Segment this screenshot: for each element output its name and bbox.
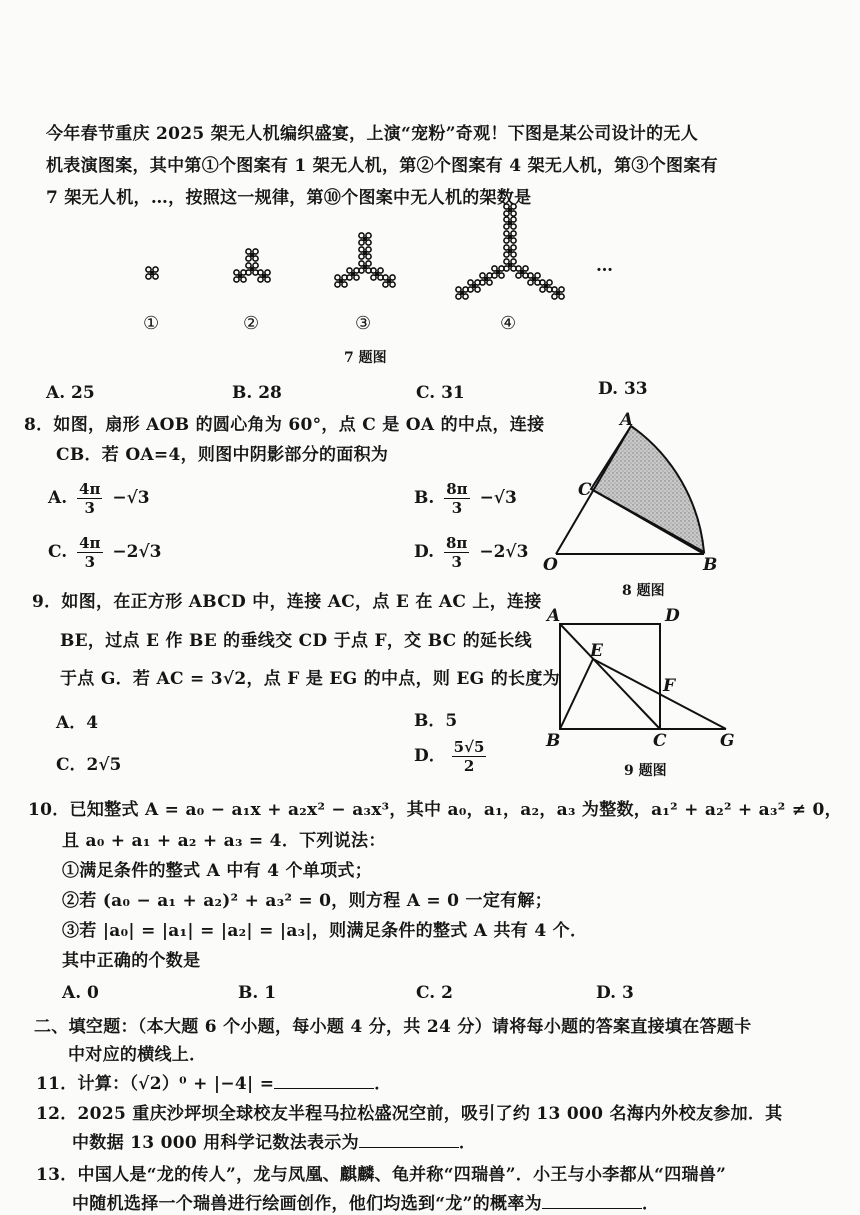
q11-line: 11．计算：（√2）⁰ + |−4| = ．: [36, 1074, 392, 1094]
q10-line2: 且 a₀ + a₁ + a₂ + a₃ = 4．下列说法：: [62, 831, 386, 851]
q10-line1: 10．已知整式 A = a₀ − a₁x + a₂x² − a₃x³，其中 a₀，a₁，a₂，a₃ 为整数，a₁² + a₂² + a₃² ≠ 0，: [28, 800, 842, 820]
section2-heading-line1: 二、填空题：（本大题 6 个小题，每小题 4 分，共 24 分）请将每小题的答案直接填在答题卡: [34, 1017, 752, 1037]
q9-label-g: G: [720, 731, 735, 751]
q8-label-o: O: [543, 555, 558, 575]
q9-label-e: E: [590, 641, 603, 661]
q7-line2: 机表演图案，其中第①个图案有 1 架无人机，第②个图案有 4 架无人机，第③个图案有: [46, 156, 718, 176]
q13-answer-blank: [542, 1192, 642, 1209]
q10-option-b: B. 1: [238, 983, 277, 1003]
q10-option-d: D. 3: [596, 983, 634, 1003]
q10-option-c: C. 2: [416, 983, 453, 1003]
q9-label-f: F: [663, 676, 676, 696]
q7-line1: 今年春节重庆 2025 架无人机编织盛宴，上演“宠粉”奇观！下图是某公司设计的无人: [46, 124, 699, 144]
q7-caption: 7 题图: [344, 350, 387, 366]
q13-line2: 中随机选择一个瑞兽进行绘画创作，他们均选到“龙”的概率为 ．: [72, 1194, 660, 1214]
q9-line1: 9．如图，在正方形 ABCD 中，连接 AC，点 E 在 AC 上，连接: [32, 592, 542, 612]
q8-option-a: A. $\frac{4\pi}{3}$ −√3: [48, 480, 150, 517]
q7-option-c: C. 31: [416, 383, 465, 403]
q8-line2: CB．若 OA=4，则图中阴影部分的面积为: [56, 445, 389, 465]
pattern-label-4: ④: [500, 313, 517, 334]
q9-caption: 9 题图: [624, 763, 667, 779]
q8-option-b: B. $\frac{8\pi}{3}$ −√3: [414, 480, 517, 517]
q10-question: 其中正确的个数是: [62, 951, 201, 971]
q8-option-d: D. $\frac{8\pi}{3}$ −2√3: [414, 534, 529, 571]
pattern-label-2: ②: [243, 313, 260, 334]
q10-option-a: A. 0: [62, 983, 99, 1003]
q10-statement-2: ②若 (a₀ − a₁ + a₂)² + a₃² = 0，则方程 A = 0 一定有解；: [62, 891, 553, 911]
q8-caption: 8 题图: [622, 583, 665, 599]
q7-ellipsis: …: [596, 256, 613, 276]
q7-line3: 7 架无人机，…，按照这一规律，第⑩个图案中无人机的架数是: [46, 188, 532, 208]
q9-label-d: D: [665, 606, 680, 626]
q8-option-c: C. $\frac{4\pi}{3}$ −2√3: [48, 534, 162, 571]
q9-line2: BE，过点 E 作 BE 的垂线交 CD 于点 F，交 BC 的延长线: [60, 631, 532, 651]
q13-line1: 13．中国人是“龙的传人”，龙与凤凰、麒麟、龟并称“四瑞兽”．小王与小李都从“四瑞兽”: [36, 1165, 727, 1185]
q8-line1: 8．如图，扇形 AOB 的圆心角为 60°，点 C 是 OA 的中点，连接: [24, 415, 545, 435]
q9-option-c: C．2√5: [56, 755, 122, 775]
q10-statement-1: ①满足条件的整式 A 中有 4 个单项式；: [62, 861, 372, 881]
q9-diagonal-ac: [560, 624, 660, 729]
q9-label-a: A: [547, 606, 561, 626]
q9-label-c: C: [653, 731, 667, 751]
q9-label-b: B: [546, 731, 561, 751]
q12-line2: 中数据 13 000 用科学记数法表示为 ．: [72, 1133, 477, 1153]
q7-option-a: A. 25: [46, 383, 95, 403]
q12-line1: 12．2025 重庆沙坪坝全球校友半程马拉松盛况空前，吸引了约 13 000 名海内外校友参加．其: [36, 1104, 783, 1124]
pattern-label-3: ③: [355, 313, 372, 334]
q8-label-c: C: [578, 480, 592, 500]
pattern-label-1: ①: [143, 313, 160, 334]
section2-heading-line2: 中对应的横线上．: [68, 1045, 207, 1065]
q9-option-d: D． $\frac{5√5}{2}$: [414, 738, 485, 775]
q12-answer-blank: [359, 1131, 459, 1148]
q8-label-a: A: [620, 410, 634, 430]
q10-statement-3: ③若 |a₀| = |a₁| = |a₂| = |a₃|，则满足条件的整式 A 共有 4 个．: [62, 921, 588, 941]
q9-option-a: A．4: [56, 713, 99, 733]
q7-option-d: D. 33: [598, 379, 648, 399]
q7-option-b: B. 28: [232, 383, 282, 403]
q9-segment-be: [560, 659, 593, 729]
q9-option-b: B．5: [414, 711, 458, 731]
q9-line3: 于点 G．若 AC = 3√2，点 F 是 EG 的中点，则 EG 的长度为: [60, 669, 560, 689]
q11-answer-blank: [274, 1072, 374, 1089]
q8-label-b: B: [703, 555, 718, 575]
